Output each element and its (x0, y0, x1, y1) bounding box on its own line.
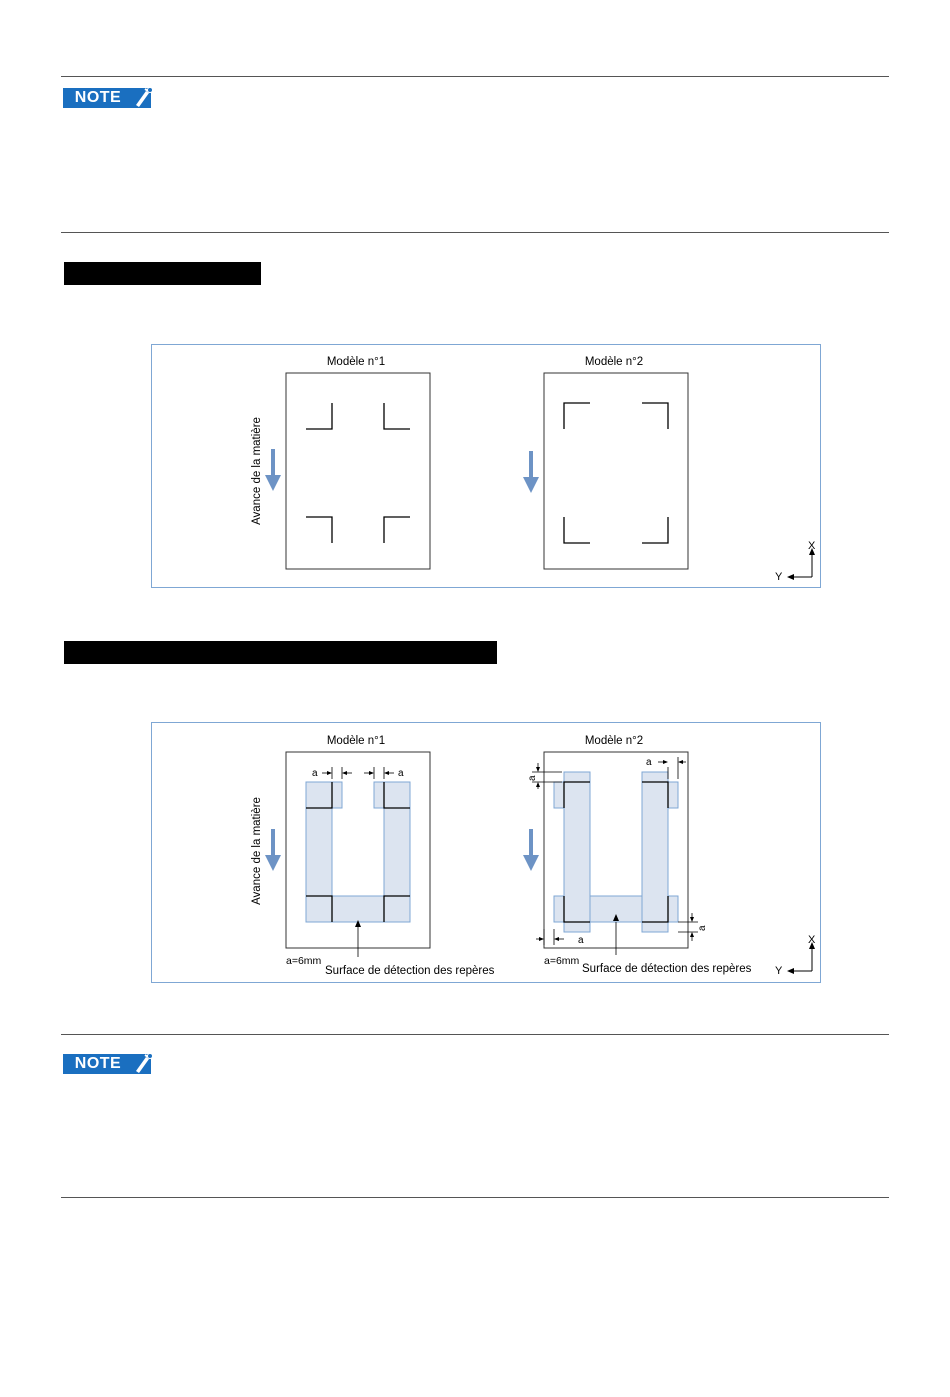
down-arrow-icon (523, 451, 539, 493)
pencil-note-icon (131, 1052, 155, 1076)
dim-value-label: a=6mm (286, 955, 322, 967)
down-arrow-icon (265, 449, 281, 491)
section-heading-bar-1 (64, 262, 261, 285)
dim-a-label: a (646, 757, 652, 768)
register-mark-bottom-left (564, 517, 590, 543)
model-1-title: Modèle n°1 (326, 356, 386, 368)
model-2-title: Modèle n°2 (584, 356, 644, 368)
feed-label: Avance de la matière (251, 797, 263, 905)
register-mark-top-right (384, 403, 410, 429)
register-mark-bottom-right (642, 517, 668, 543)
figure-register-marks (151, 344, 821, 588)
figure-1-drawing (152, 345, 820, 587)
axis-y-label: Y (775, 965, 783, 977)
axis-x-label: X (808, 540, 816, 552)
xy-axes-icon (787, 548, 815, 580)
note-badge-1 (63, 86, 153, 110)
register-mark-top-left (564, 403, 590, 429)
dim-a-label: a (398, 768, 404, 779)
register-mark-top-right (642, 403, 668, 429)
model-1-sheet (286, 373, 430, 569)
axis-x-label: X (808, 934, 816, 946)
note-2-top-rule (61, 1034, 889, 1035)
top-rule (61, 76, 889, 77)
xy-axes-icon (787, 942, 815, 974)
figure-detection-area (151, 722, 821, 983)
detection-area-model-2 (554, 772, 678, 932)
feed-label: Avance de la matière (251, 417, 263, 525)
register-mark-bottom-right (384, 517, 410, 543)
note-2-bottom-rule (61, 1197, 889, 1198)
note-label: NOTE (63, 88, 133, 108)
note-label: NOTE (63, 1054, 133, 1074)
detection-area-model-1 (306, 782, 410, 922)
dim-a-label: a (578, 935, 584, 946)
model-1-title: Modèle n°1 (326, 735, 386, 747)
figure-2-drawing (152, 723, 820, 982)
dimension-arrowheads-model-1 (327, 771, 389, 775)
dim-a-label: a (697, 925, 708, 931)
register-mark-bottom-left (306, 517, 332, 543)
down-arrow-icon (523, 829, 539, 871)
surface-label: Surface de détection des repères (582, 963, 752, 975)
axis-y-label: Y (775, 571, 783, 583)
register-mark-top-left (306, 403, 332, 429)
pencil-note-icon (131, 86, 155, 110)
dim-value-label: a=6mm (544, 955, 580, 967)
dim-a-label: a (527, 775, 538, 781)
dim-a-label: a (312, 768, 318, 779)
note-1-bottom-rule (61, 232, 889, 233)
model-2-title: Modèle n°2 (584, 735, 644, 747)
note-badge-2 (63, 1052, 153, 1076)
section-heading-bar-2 (64, 641, 497, 664)
surface-label: Surface de détection des repères (325, 965, 495, 977)
dimension-lines-model-1 (322, 767, 394, 779)
down-arrow-icon (265, 829, 281, 871)
